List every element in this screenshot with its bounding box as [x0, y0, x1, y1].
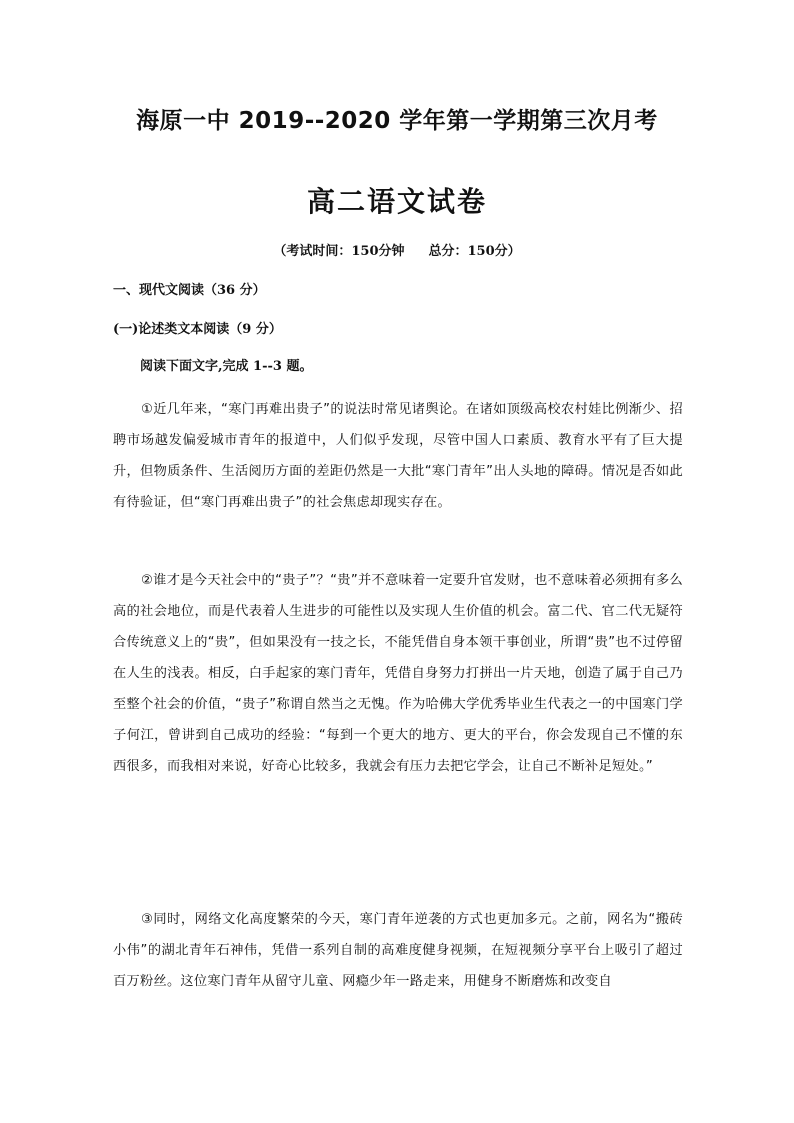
exam-info	[0, 240, 794, 259]
section-heading-argumentative: (一)论述类文本阅读（9 分）	[113, 322, 282, 337]
paragraph-2: ②谁才是今天社会中的“贵子”？“贵”并不意味着一定要升官发财，也不意味着必须拥有多么高的社会地位，而是代表着人生进步的可能性以及实现人生价值的机会。富二代、官二代无疑符合传统意义上的“贵”，但如果没有一技之长，不能凭借自身本领干事创业，所谓“贵”也不过停留在人生的浅表。相反，白手起家的寒门青年，凭借自身努力打拼出一片天地，创造了属于自己乃至整个社会的价值，“贵子”称谓自然当之无愧。作为哈佛大学优秀毕业生代表之一的中国寒门学子何江，曾讲到自己成功的经验：“每到一个更大的地方、更大的平台，你会发现自己不懂的东西很多，而我相对来说，好奇心比较多，我就会有压力去把它学会，让自己不断补足短处。”	[113, 573, 683, 774]
paragraph-3: ③同时，网络文化高度繁荣的今天，寒门青年逆袭的方式也更加多元。之前，网名为“搬砖小伟”的湖北青年石神伟，凭借一系列自制的高难度健身视频，在短视频分享平台上吸引了超过百万粉丝。这位寒门青年从留守儿童、网瘾少年一路走来，用健身不断磨炼和改变自	[113, 912, 683, 989]
section-heading-part1: 一、现代文阅读（36 分）	[113, 283, 266, 298]
exam-title: 海原一中 2019--2020 学年第一学期第三次月考	[136, 108, 658, 134]
exam-subtitle: 高二语文试卷	[306, 185, 487, 218]
total-score: 总分：150分）	[428, 244, 521, 259]
paragraph-1: ①近几年来，“寒门再难出贵子”的说法时常见诸舆论。在诸如顶级高校农村娃比例渐少、招聘市场越发偏爱城市青年的报道中，人们似乎发现，尽管中国人口素质、教育水平有了巨大提升，但物质条件、生活阅历方面的差距仍然是一大批“寒门青年”出人头地的障碍。情况是否如此有待验证，但“寒门再难出贵子”的社会焦虑却现实存在。	[113, 402, 683, 510]
exam-time: （考试时间：150分钟	[273, 244, 405, 259]
reading-instruction: 阅读下面文字,完成 1--3 题。	[140, 359, 313, 374]
